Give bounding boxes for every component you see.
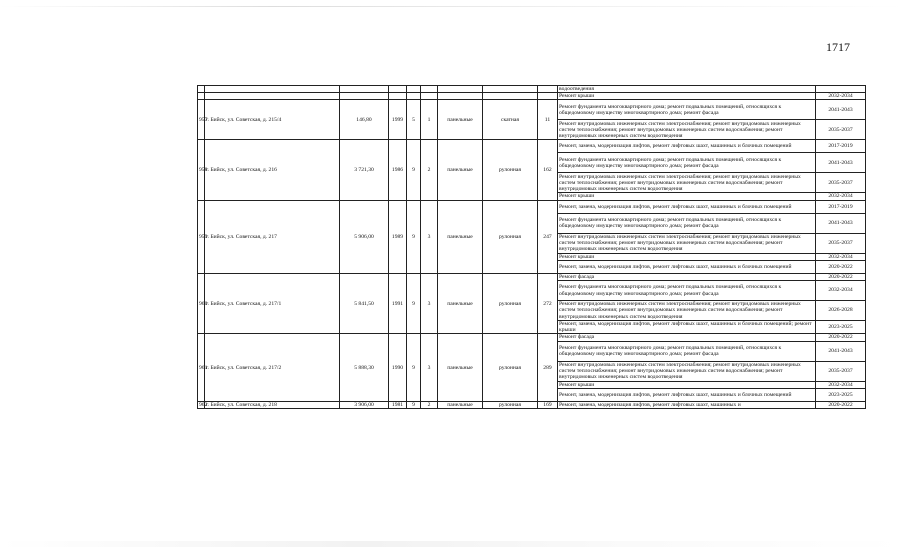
period-cell: 2035-2037 — [816, 233, 866, 253]
row-number: 960 — [198, 273, 205, 334]
work-cell: Ремонт внутридомовых инженерных систем электроснабжения; ремонт внутридомовых инженерных систем теплоснабжения; ремонт внутридомовых инженерных систем водоснабжения; ремонт внутридомовых инженерных систем водоотведения — [558, 173, 816, 193]
entrances-cell: 2 — [421, 401, 438, 408]
period-cell: 2035-2037 — [816, 361, 866, 381]
row-number: 957 — [198, 100, 205, 140]
roof-type-cell: рулонная — [483, 200, 538, 273]
period-cell: 2020-2022 — [816, 401, 866, 408]
residents-cell: 272 — [538, 273, 558, 334]
residents-cell: 247 — [538, 200, 558, 273]
area-cell: 5 888,30 — [340, 334, 389, 401]
floors-cell: 9 — [407, 401, 421, 408]
table-row — [198, 273, 866, 280]
work-cell: Ремонт внутридомовых инженерных систем электроснабжения; ремонт внутридомовых инженерных систем теплоснабжения; ремонт внутридомовых инженерных систем водоснабжения; ремонт внутридомовых инженерных систем водоотведения — [558, 120, 816, 140]
roof-type-cell: рулонная — [483, 140, 538, 200]
roof-type-cell: рулонная — [483, 273, 538, 334]
area-cell: 5 906,00 — [340, 200, 389, 273]
wall-material-cell: панельные — [438, 401, 483, 408]
entrances-cell: 3 — [421, 200, 438, 273]
work-cell: Ремонт фасада — [558, 273, 816, 280]
repair-schedule-table — [197, 85, 866, 409]
residents-cell: 169 — [538, 401, 558, 408]
wall-material-cell: панельные — [438, 140, 483, 200]
work-cell: Ремонт фундамента многоквартирного дома; ремонт подвальных помещений, относящихся к общедомовому имуществу многоквартирного дома; ремонт фасада — [558, 213, 816, 233]
address-cell: г. Бийск, ул. Советская, д. 215/4 — [205, 100, 340, 140]
area-cell: 5 841,50 — [340, 273, 389, 334]
residents-cell: 162 — [538, 140, 558, 200]
work-cell: Ремонт фундамента многоквартирного дома; ремонт подвальных помещений, относящихся к общедомовому имуществу многоквартирного дома; ремонт фасада — [558, 341, 816, 361]
table-row — [198, 140, 866, 153]
residents-cell: 289 — [538, 334, 558, 401]
work-cell: Ремонт, замена, модернизация лифтов, ремонт лифтовых шахт, машинных и блочных помещений — [558, 260, 816, 273]
wall-material-cell: панельные — [438, 200, 483, 273]
address-cell: г. Бийск, ул. Советская, д. 218 — [205, 401, 340, 408]
wall-material-cell: панельные — [438, 273, 483, 334]
table-row — [198, 200, 866, 213]
row-number: 961 — [198, 334, 205, 401]
floors-cell: 9 — [407, 140, 421, 200]
roof-type-cell: скатная — [483, 100, 538, 140]
period-cell: 2035-2037 — [816, 173, 866, 193]
work-cell: Ремонт, замена, модернизация лифтов, ремонт лифтовых шахт, машинных и блочных помещений — [558, 140, 816, 153]
wall-material-cell: панельные — [438, 334, 483, 401]
work-cell: водоотведения — [558, 86, 816, 93]
entrances-cell: 1 — [421, 100, 438, 140]
work-cell: Ремонт фундамента многоквартирного дома; ремонт подвальных помещений, относящихся к общедомовому имуществу многоквартирного дома; ремонт фасада — [558, 281, 816, 301]
table-row — [198, 334, 866, 341]
table-row — [198, 401, 866, 408]
year-cell: 1991 — [389, 273, 407, 334]
work-cell: Ремонт фасада — [558, 334, 816, 341]
work-cell: Ремонт внутридомовых инженерных систем электроснабжения; ремонт внутридомовых инженерных систем теплоснабжения; ремонт внутридомовых инженерных систем водоснабжения; ремонт внутридомовых инженерных систем водоотведения — [558, 361, 816, 381]
residents-cell: 11 — [538, 100, 558, 140]
floors-cell: 5 — [407, 100, 421, 140]
scan-top-edge — [0, 6, 905, 7]
period-cell: 2023-2025 — [816, 321, 866, 334]
period-cell: 2032-2034 — [816, 253, 866, 260]
period-cell: 2035-2037 — [816, 120, 866, 140]
year-cell: 1990 — [389, 334, 407, 401]
address-cell: г. Бийск, ул. Советская, д. 217/2 — [205, 334, 340, 401]
period-cell: 2023-2025 — [816, 388, 866, 401]
work-cell: Ремонт крыши — [558, 93, 816, 100]
row-number: 959 — [198, 200, 205, 273]
work-cell: Ремонт крыши — [558, 381, 816, 388]
work-cell: Ремонт, замена, модернизация лифтов, ремонт лифтовых шахт, машинных и блочных помещений — [558, 388, 816, 401]
table-body — [198, 86, 866, 409]
area-cell: 3 906,00 — [340, 401, 389, 408]
work-cell: Ремонт крыши — [558, 253, 816, 260]
year-cell: 1999 — [389, 100, 407, 140]
address-cell: г. Бийск, ул. Советская, д. 216 — [205, 140, 340, 200]
year-cell: 1981 — [389, 401, 407, 408]
area-cell: 146,80 — [340, 100, 389, 140]
row-number: 962 — [199, 401, 208, 408]
period-cell: 2026-2028 — [816, 301, 866, 321]
work-cell: Ремонт внутридомовых инженерных систем электроснабжения; ремонт внутридомовых инженерных систем теплоснабжения; ремонт внутридомовых инженерных систем водоснабжения; ремонт внутридомовых инженерных систем водоотведения — [558, 233, 816, 253]
period-cell: 2020-2022 — [816, 273, 866, 280]
period-cell: 2032-2034 — [816, 193, 866, 200]
roof-type-cell: рулонная — [483, 334, 538, 401]
period-cell: 2020-2022 — [816, 334, 866, 341]
period-cell: 2032-2034 — [816, 281, 866, 301]
table-row — [198, 93, 866, 100]
work-cell: Ремонт фундамента многоквартирного дома; ремонт подвальных помещений, относящихся к общедомовому имуществу многоквартирного дома; ремонт фасада — [558, 153, 816, 173]
table-row — [198, 86, 866, 93]
work-cell: Ремонт фундамента многоквартирного дома; ремонт подвальных помещений, относящихся к общедомовому имуществу многоквартирного дома; ремонт фасада — [558, 100, 816, 120]
entrances-cell: 3 — [421, 273, 438, 334]
period-cell: 2017-2019 — [816, 140, 866, 153]
floors-cell: 9 — [407, 334, 421, 401]
work-cell: Ремонт крыши — [558, 193, 816, 200]
period-cell: 2017-2019 — [816, 200, 866, 213]
period-cell: 2032-2034 — [816, 93, 866, 100]
address-cell: г. Бийск, ул. Советская, д. 217 — [205, 200, 340, 273]
work-cell: Ремонт внутридомовых инженерных систем электроснабжения; ремонт внутридомовых инженерных систем теплоснабжения; ремонт внутридомовых инженерных систем водоснабжения; ремонт внутридомовых инженерных систем водоотведения — [558, 301, 816, 321]
wall-material-cell: панельные — [438, 100, 483, 140]
period-cell: 2020-2022 — [816, 260, 866, 273]
page-number: 1717 — [826, 40, 850, 54]
area-cell: 3 721,30 — [340, 140, 389, 200]
year-cell: 1989 — [389, 200, 407, 273]
address-cell: г. Бийск, ул. Советская, д. 217/1 — [205, 273, 340, 334]
year-cell: 1986 — [389, 140, 407, 200]
floors-cell: 9 — [407, 273, 421, 334]
period-cell: 2041-2043 — [816, 341, 866, 361]
work-cell: Ремонт, замена, модернизация лифтов, ремонт лифтовых шахт, машинных и блочных помещений; ремонт крыши — [558, 321, 816, 334]
floors-cell: 9 — [407, 200, 421, 273]
row-number: 958 — [198, 140, 205, 200]
scan-bottom-edge — [0, 541, 905, 547]
work-cell: Ремонт, замена, модернизация лифтов, ремонт лифтовых шахт, машинных и блочных помещений — [558, 200, 816, 213]
period-cell: 2041-2043 — [816, 213, 866, 233]
period-cell: 2041-2043 — [816, 100, 866, 120]
entrances-cell: 3 — [421, 334, 438, 401]
work-cell: Ремонт, замена, модернизация лифтов, ремонт лифтовых шахт, машинных и — [558, 401, 816, 408]
table-row — [198, 100, 866, 120]
period-cell: 2041-2043 — [816, 153, 866, 173]
roof-type-cell: рулонная — [483, 401, 538, 408]
period-cell: 2032-2034 — [816, 381, 866, 388]
entrances-cell: 2 — [421, 140, 438, 200]
